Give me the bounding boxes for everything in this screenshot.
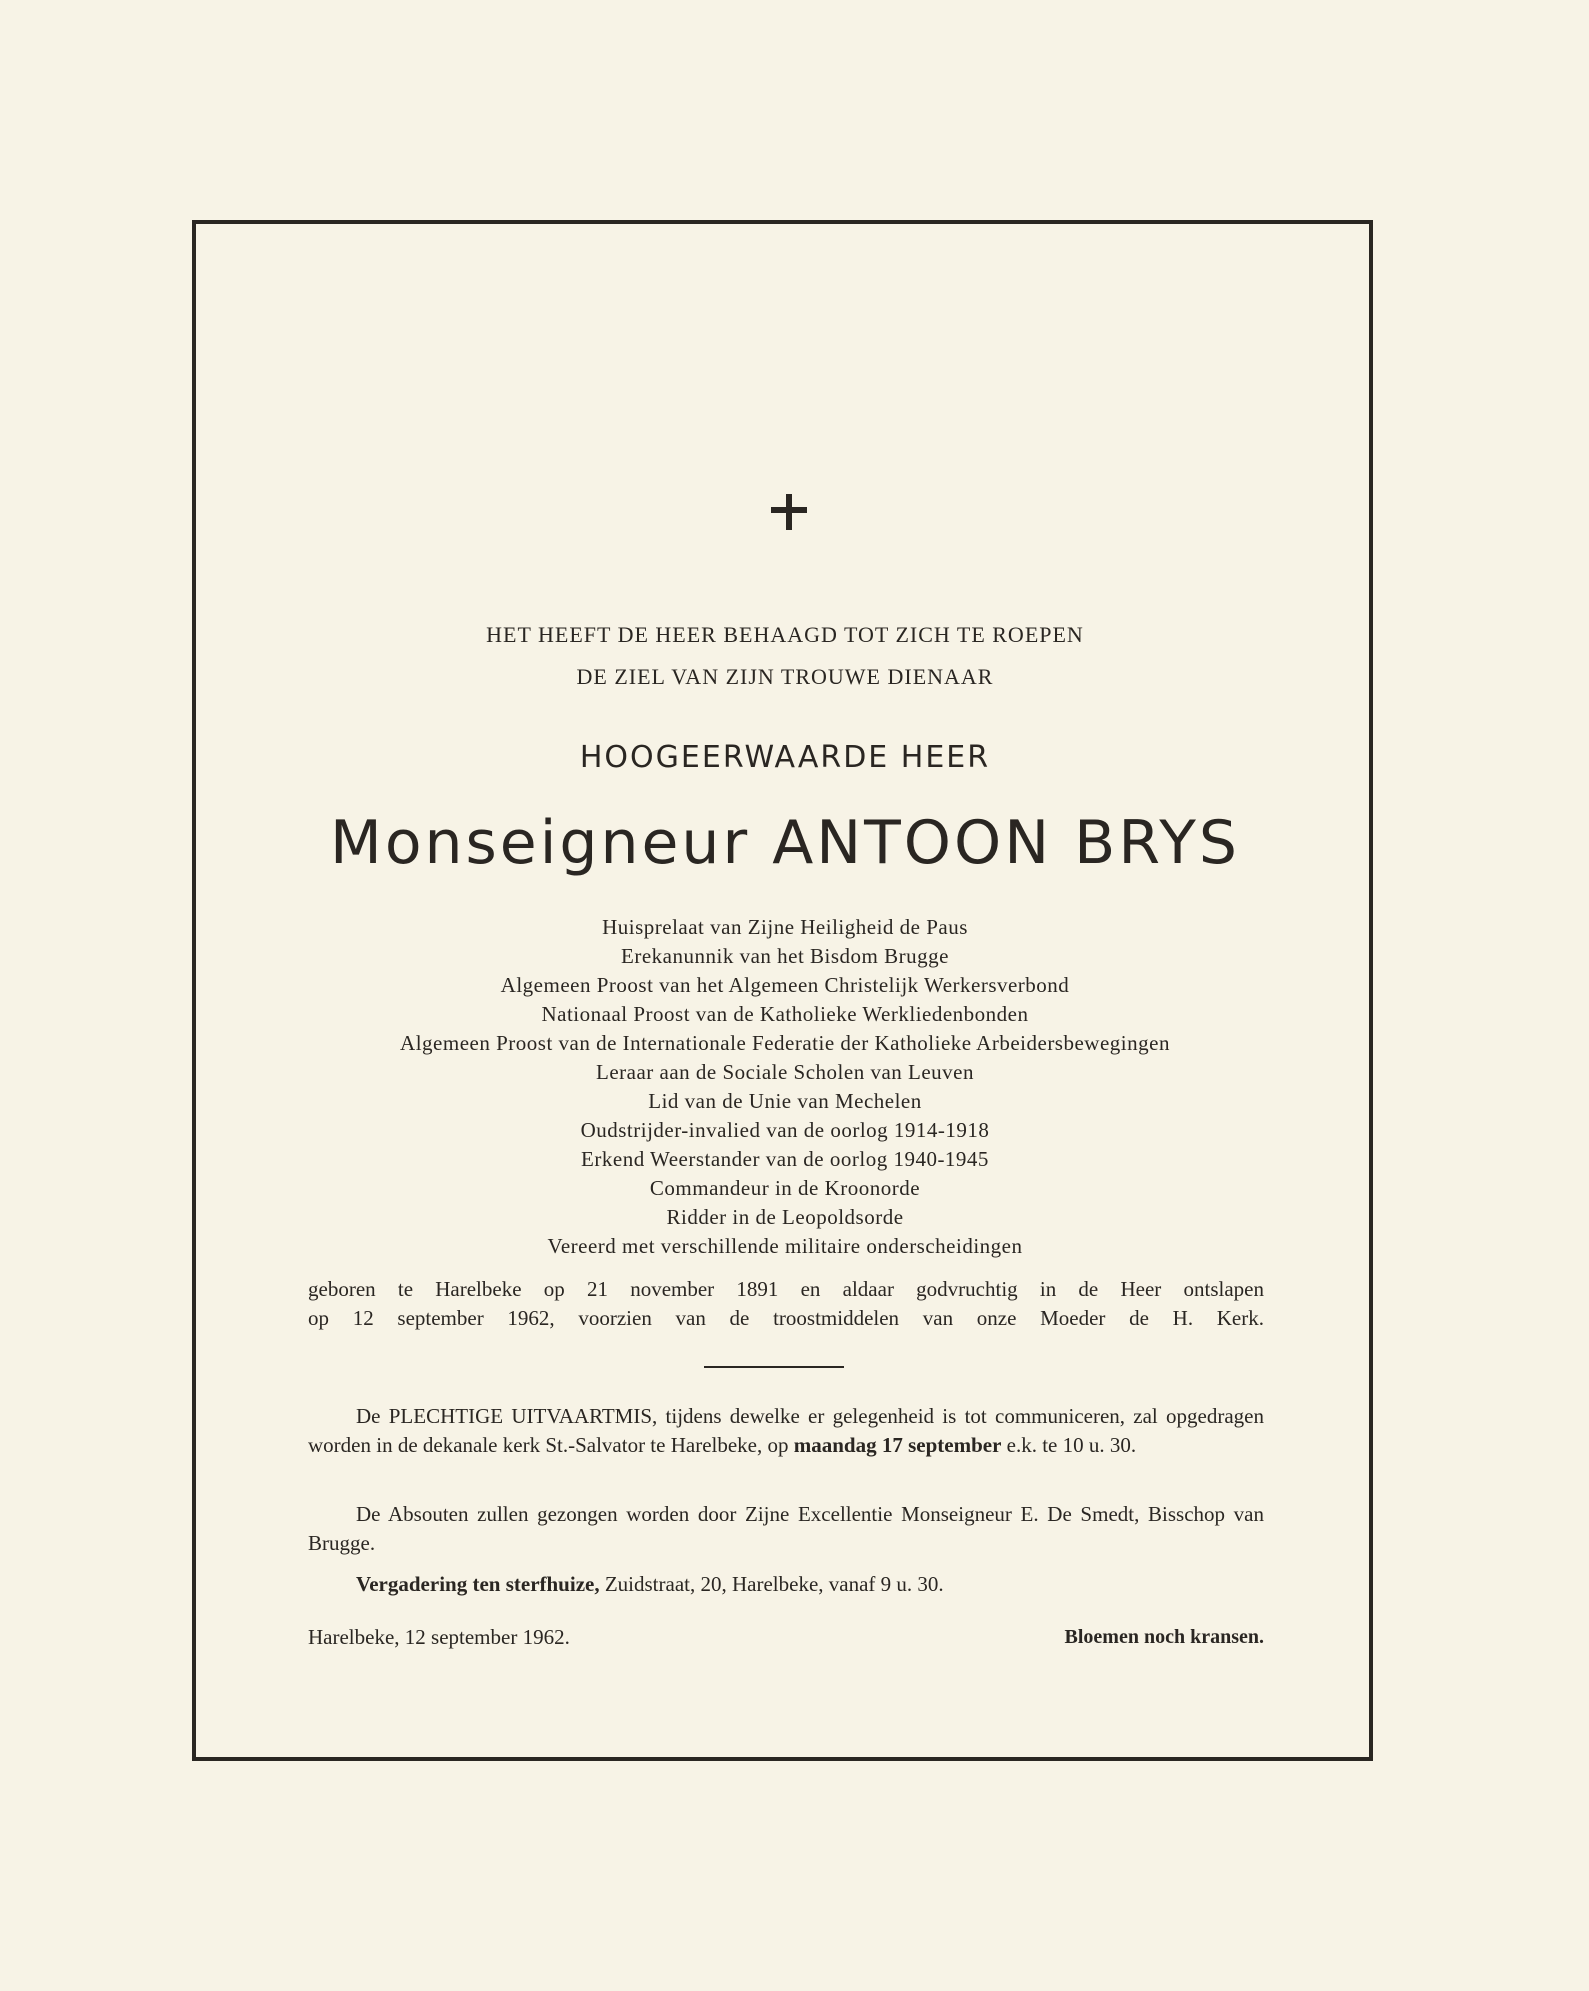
title-line: Ridder in de Leopoldsorde bbox=[666, 1205, 904, 1229]
gathering-paragraph bbox=[308, 1570, 1264, 1599]
honorific: HOOGEERWAARDE HEER bbox=[579, 740, 991, 775]
absolution-paragraph: De Absouten zullen gezongen worden door Zijne Excellentie Monseigneur E. De Smedt, Bisschop van Brugge. bbox=[308, 1502, 1264, 1555]
gathering-label: Vergadering ten sterfhuize, bbox=[356, 1572, 600, 1596]
birth-death-line-2: op 12 september 1962, voorzien van de troostmiddelen van onze Moeder de H. Kerk. bbox=[308, 1306, 1264, 1330]
flowers-note: Bloemen noch kransen. bbox=[1064, 1626, 1264, 1648]
cross-icon bbox=[769, 492, 809, 532]
announcement-line-1: HET HEEFT DE HEER BEHAAGD TOT ZICH TE ROEPEN bbox=[486, 622, 1084, 647]
birth-death-line-1: geboren te Harelbeke op 21 november 1891 en aldaar godvruchtig in de Heer ontslapen bbox=[308, 1277, 1264, 1301]
funeral-text-2: e.k. te 10 u. 30. bbox=[1001, 1433, 1137, 1457]
title-line: Huisprelaat van Zijne Heiligheid de Paus bbox=[602, 915, 968, 939]
deceased-name: Monseigneur ANTOON BRYS bbox=[330, 808, 1240, 878]
funeral-mass: PLECHTIGE UITVAARTMIS bbox=[388, 1404, 653, 1428]
gathering-text: Zuidstraat, 20, Harelbeke, vanaf 9 u. 30. bbox=[599, 1572, 944, 1596]
divider bbox=[704, 1366, 844, 1368]
title-line: Oudstrijder-invalied van de oorlog 1914-1918 bbox=[580, 1118, 990, 1142]
title-line: Algemeen Proost van de Internationale Federatie der Katholieke Arbeidersbewegingen bbox=[400, 1031, 1170, 1055]
funeral-date: maandag 17 september bbox=[793, 1433, 1002, 1457]
title-line: Erkend Weerstander van de oorlog 1940-1945 bbox=[581, 1147, 989, 1171]
funeral-paragraph bbox=[308, 1402, 1264, 1460]
announcement-line-2: DE ZIEL VAN ZIJN TROUWE DIENAAR bbox=[576, 664, 994, 689]
title-line: Lid van de Unie van Mechelen bbox=[648, 1089, 922, 1113]
place-date: Harelbeke, 12 september 1962. bbox=[308, 1625, 570, 1649]
title-line: Nationaal Proost van de Katholieke Werkliedenbonden bbox=[541, 1002, 1029, 1026]
title-line: Algemeen Proost van het Algemeen Christelijk Werkersverbond bbox=[500, 973, 1070, 997]
title-line: Commandeur in de Kroonorde bbox=[649, 1176, 921, 1200]
title-line: Erekanunnik van het Bisdom Brugge bbox=[621, 944, 949, 968]
funeral-text-1: , tijdens dewelke er gelegenheid is tot communiceren, zal opgedragen worden in de dekanale kerk St.-Salvator te Harelbeke, op bbox=[308, 1404, 1264, 1457]
title-line: Leraar aan de Sociale Scholen van Leuven bbox=[596, 1060, 974, 1084]
title-line: Vereerd met verschillende militaire onderscheidingen bbox=[547, 1234, 1023, 1258]
funeral-intro: De bbox=[356, 1404, 389, 1428]
